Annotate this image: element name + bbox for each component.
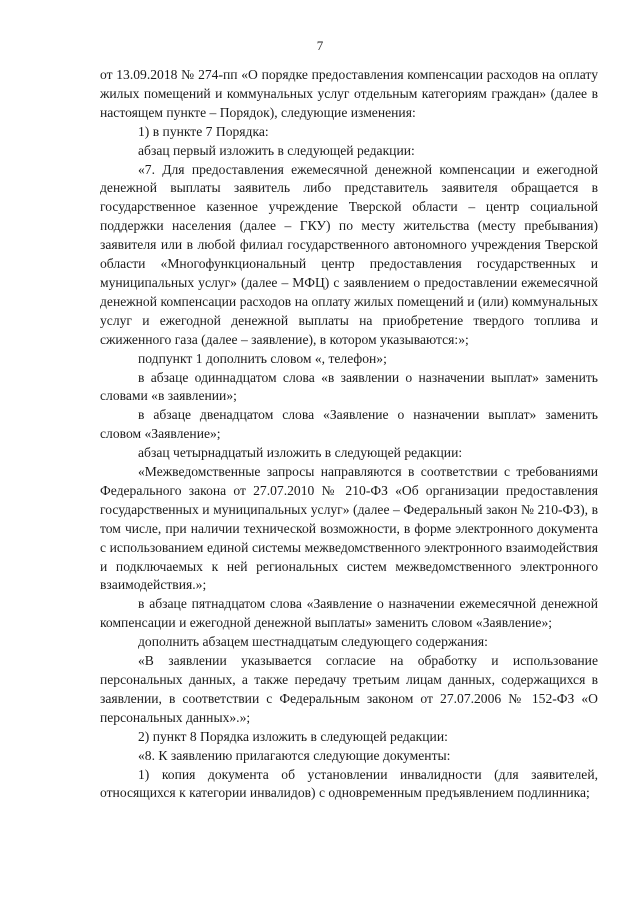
- document-body: [100, 66, 598, 803]
- paragraph: абзац четырнадцатый изложить в следующей редакции:: [138, 445, 463, 461]
- paragraph: дополнить абзацем шестнадцатым следующего содержания:: [138, 634, 488, 650]
- paragraph: «В заявлении указывается согласие на обработку и использование персональных данных, а также передачу третьим лицам данных, содержащихся в заявлении, в соответствии с Федеральным законом от 27.07.2006 № 152-ФЗ «О персональных данных».»;: [100, 653, 598, 725]
- paragraph: 1) копия документа об установлении инвалидности (для заявителей, относящихся к категории инвалидов) с одновременным предъявлением подлинника;: [100, 766, 598, 801]
- paragraph: в абзаце пятнадцатом слова «Заявление о назначении ежемесячной денежной компенсации и ежегодной денежной выплаты» заменить словом «Заявление»;: [100, 596, 598, 631]
- paragraph: в абзаце одиннадцатом слова «в заявлении о назначении выплат» заменить словами «в заявлении»;: [100, 369, 598, 404]
- paragraph: 2) пункт 8 Порядка изложить в следующей редакции:: [138, 728, 448, 744]
- paragraph: 1) в пункте 7 Порядка:: [138, 123, 269, 139]
- paragraph: «Межведомственные запросы направляются в соответствии с требованиями Федерального закона от 27.07.2010 № 210-ФЗ «Об организации предоставления государственных и муниципальных услуг» (далее – Федеральный закон № 210-ФЗ), в том числе, при наличии технической возможности, в форме электронного документа с использованием единой системы межведомственного электронного взаимодействия и подключаемых к ней региональных систем межведомственного электронного взаимодействия.»;: [100, 464, 598, 593]
- paragraph: от 13.09.2018 № 274-пп «О порядке предоставления компенсации расходов на оплату жилых помещений и коммунальных услуг отдельным категориям граждан» (далее в настоящем пункте – Порядок), следующие изменения:: [100, 67, 598, 120]
- paragraph: абзац первый изложить в следующей редакции:: [138, 142, 415, 158]
- paragraph: подпункт 1 дополнить словом «, телефон»;: [138, 350, 387, 366]
- paragraph: «8. К заявлению прилагаются следующие документы:: [138, 747, 451, 763]
- page-number: 7: [316, 38, 324, 53]
- paragraph: в абзаце двенадцатом слова «Заявление о назначении выплат» заменить словом «Заявление»;: [100, 407, 598, 442]
- paragraph: «7. Для предоставления ежемесячной денежной компенсации и ежегодной денежной выплаты заявитель либо представитель заявителя обращается в государственное казенное учреждение Тверской области – центр социальной поддержки населения (далее – ГКУ) по месту жительства (месту пребывания) заявителя или в любой филиал государственного автономного учреждения Тверской области «Многофункциональный центр предоставления государственных и муниципальных услуг» (далее – МФЦ) с заявлением о предоставлении ежемесячной денежной компенсации расходов на оплату жилых помещений и (или) коммунальных услуг и ежегодной денежной выплаты на приобретение твердого топлива и сжиженного газа (далее – заявление), в котором указываются:»;: [100, 161, 598, 347]
